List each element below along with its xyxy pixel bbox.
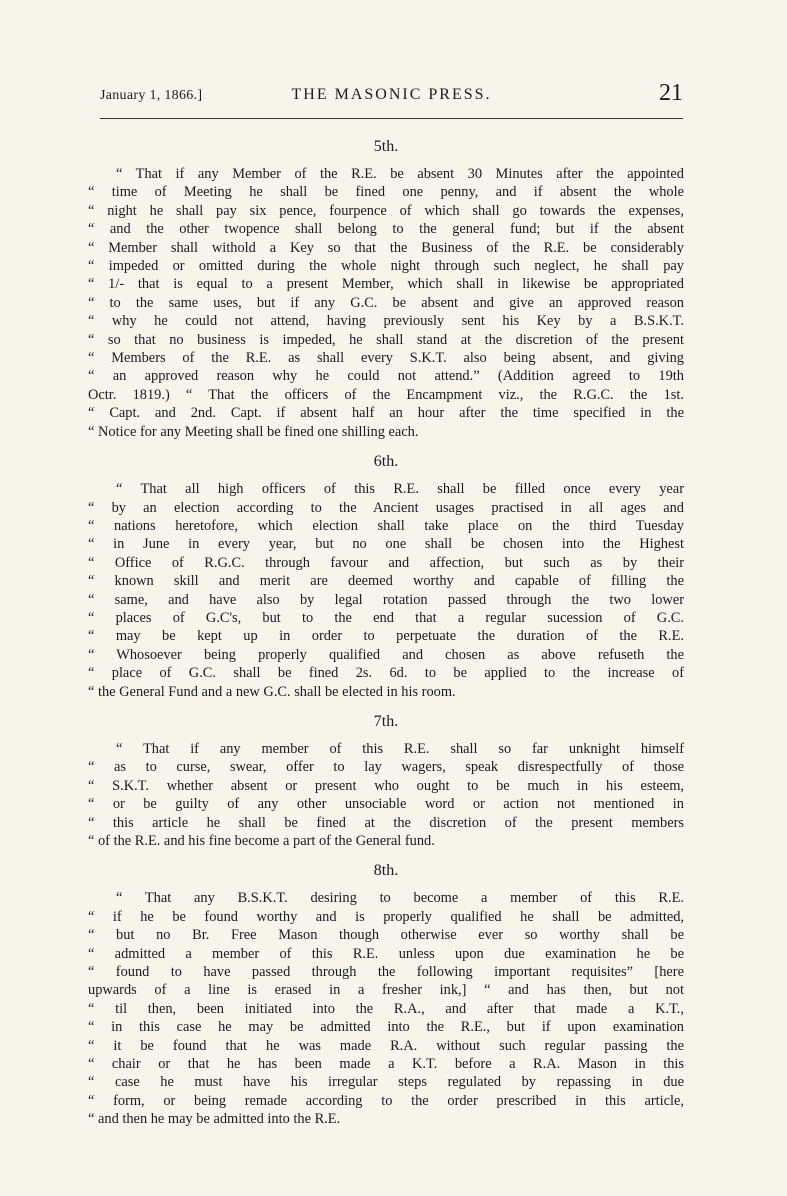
text-line: “ til then, been initiated into the R.A., and after that made a K.T.,: [88, 1000, 684, 1017]
section-heading: 8th.: [373, 862, 399, 880]
page-number: 21: [659, 80, 683, 106]
text-line: “ Members of the R.E. as shall every S.K.T. also being absent, and giving: [88, 350, 684, 367]
text-line: “ time of Meeting he shall be fined one penny, and if absent the whole: [88, 184, 684, 201]
text-line: “ an approved reason why he could not attend.” (Addition agreed to 19th: [88, 368, 684, 385]
text-line: “ 1/- that is equal to a present Member, which shall in likewise be appropriated: [88, 276, 684, 293]
text-line: “ places of G.C's, but to the end that a regular sucession of G.C.: [88, 609, 684, 626]
text-line: “ night he shall pay six pence, fourpence of which shall go towards the expenses,: [88, 202, 684, 219]
text-line: “ this article he shall be fined at the discretion of the present members: [88, 814, 684, 831]
text-line: “ form, or being remade according to the order prescribed in this article,: [88, 1092, 684, 1109]
section-heading: 7th.: [373, 712, 399, 730]
text-line: “ Notice for any Meeting shall be fined one shilling each.: [88, 423, 419, 440]
text-line: “ Member shall withold a Key so that the Business of the R.E. be considerably: [88, 239, 684, 256]
text-line: “ and then he may be admitted into the R.E.: [88, 1111, 341, 1128]
text-line: “ case he must have his irregular steps regulated by repassing in due: [88, 1074, 684, 1091]
text-line: “ in June in every year, but no one shall be chosen into the Highest: [88, 536, 684, 553]
section-heading: 6th.: [373, 453, 399, 471]
text-line: “ in this case he may be admitted into the R.E., but if upon examination: [88, 1019, 684, 1036]
section-heading: 5th.: [373, 138, 399, 155]
text-line: “ Office of R.G.C. through favour and affection, but such as by their: [88, 554, 684, 571]
text-line: upwards of a line is erased in a fresher ink,] “ and has then, but not: [88, 982, 684, 999]
text-line: “ to the same uses, but if any G.C. be absent and give an approved reason: [88, 294, 684, 311]
text-line: “ of the R.E. and his fine become a part of the General fund.: [88, 833, 435, 849]
section-paragraph: [88, 165, 684, 441]
text-line: “ may be kept up in order to perpetuate the duration of the R.E.: [88, 628, 684, 645]
text-line: “ the General Fund and a new G.C. shall be elected in his room.: [88, 683, 456, 700]
text-line: “ That any B.S.K.T. desiring to become a member of this R.E.: [116, 890, 684, 907]
text-line: “ S.K.T. whether absent or present who ought to be much in his esteem,: [88, 777, 684, 794]
publication-title: THE MASONIC PRESS.: [291, 86, 492, 103]
text-line: “ Capt. and 2nd. Capt. if absent half an hour after the time specified in the: [88, 405, 684, 422]
text-line: “ by an election according to the Ancient usages practised in all ages and: [88, 499, 684, 516]
section-paragraph: [88, 889, 684, 1128]
text-line: “ found to have passed through the following important requisites” [here: [88, 964, 684, 981]
text-line: “ place of G.C. shall be fined 2s. 6d. to be applied to the increase of: [88, 665, 684, 682]
issue-date: January 1, 1866.]: [100, 88, 203, 103]
text-line: “ same, and have also by legal rotation passed through the two lower: [88, 591, 684, 608]
text-line: “ but no Br. Free Mason though otherwise ever so worthy shall be: [88, 927, 684, 944]
text-line: “ chair or that he has been made a K.T. before a R.A. Mason in this: [88, 1056, 684, 1073]
text-line: Octr. 1819.) “ That the officers of the Encampment viz., the R.G.C. the 1st.: [88, 386, 684, 403]
text-line: “ and the other twopence shall belong to the general fund; but if the absent: [88, 221, 684, 238]
text-line: “ admitted a member of this R.E. unless upon due examination he be: [88, 945, 684, 962]
text-line: “ impeded or omitted during the whole night through such neglect, he shall pay: [88, 258, 684, 275]
text-line: “ Whosoever being properly qualified and chosen as above refuseth the: [88, 646, 684, 663]
text-line: “ it be found that he was made R.A. without such regular passing the: [88, 1037, 684, 1054]
running-header: [100, 80, 683, 108]
text-line: “ nations heretofore, which election shall take place on the third Tuesday: [88, 517, 684, 534]
text-line: “ so that no business is impeded, he shall stand at the discretion of the present: [88, 331, 684, 348]
text-line: “ That if any Member of the R.E. be absent 30 Minutes after the appointed: [116, 166, 684, 182]
section-paragraph: [88, 740, 684, 850]
text-line: “ That if any member of this R.E. shall so far unknight himself: [116, 740, 684, 757]
text-line: “ or be guilty of any other unsociable word or action not mentioned in: [88, 796, 684, 813]
text-line: “ That all high officers of this R.E. shall be filled once every year: [116, 481, 684, 498]
text-line: “ as to curse, swear, offer to lay wagers, speak disrespectfully of those: [88, 759, 684, 776]
text-line: “ if he be found worthy and is properly qualified he shall be admitted,: [88, 908, 684, 925]
section-paragraph: [88, 480, 684, 701]
article-body: [88, 138, 684, 1141]
header-rule: [100, 118, 683, 119]
text-line: “ why he could not attend, having previously sent his Key by a B.S.K.T.: [88, 313, 684, 330]
text-line: “ known skill and merit are deemed worthy and capable of filling the: [88, 573, 684, 590]
